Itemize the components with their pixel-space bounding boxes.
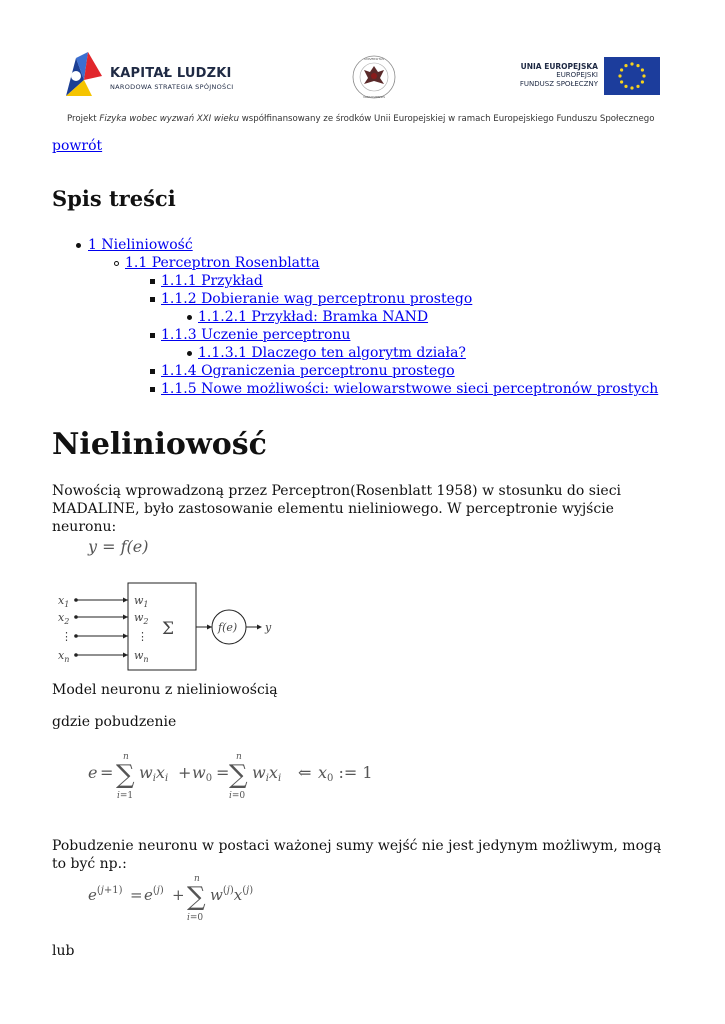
toc-item[interactable]: 1 Nieliniowość (88, 237, 193, 253)
svg-text:i=0: i=0 (229, 791, 246, 801)
eu-star-icon (630, 86, 633, 89)
bullet-disc-icon (187, 315, 192, 320)
equation-weighted-sum (86, 748, 376, 802)
svg-text:VARSOVIENSIS: VARSOVIENSIS (363, 95, 385, 99)
project-banner (0, 0, 725, 135)
eu-text (512, 62, 598, 89)
svg-text:n: n (236, 752, 242, 762)
bullet-square-icon (150, 279, 155, 284)
toc-item[interactable]: 1.1.5 Nowe możliwości: wielowarstwowe sieci perceptronów prostych (161, 381, 659, 397)
input-label: $x_n$ (58, 649, 70, 664)
svg-text:wixi: wixi (139, 763, 169, 784)
neuron-model-diagram (52, 578, 282, 674)
svg-text:e(j+1): e(j+1) (88, 885, 123, 904)
sum-symbol: Σ (162, 619, 175, 639)
eu-star-icon (641, 68, 644, 71)
svg-text:e(j): e(j) (144, 885, 164, 904)
output-label: y (265, 621, 272, 634)
university-seal-icon (351, 54, 397, 100)
input-label: $x_1$ (58, 594, 70, 609)
excitation-alternatives: Pobudzenie neuronu w postaci ważonej sumy wejść nie jest jedynym możliwym, mogą to być np.: (52, 838, 662, 872)
svg-text:∑: ∑ (229, 760, 248, 790)
weight-label: ⋮ (137, 630, 148, 643)
svg-text:w0: w0 (192, 763, 213, 784)
project-suffix: współfinansowany ze środków Unii Europejskiej w ramach Europejskiego Funduszu Społecznego (239, 114, 655, 124)
svg-text:=: = (100, 763, 114, 782)
bullet-square-icon (150, 297, 155, 302)
weight-label: $w_n$ (134, 649, 149, 664)
kapital-ludzki-text (110, 66, 234, 91)
eu-star-icon (624, 64, 627, 67)
toc-item[interactable]: 1.1.3.1 Dlaczego ten algorytm działa? (198, 345, 466, 361)
kapital-ludzki-logo-icon (62, 50, 104, 100)
toc-item[interactable]: 1.1 Perceptron Rosenblatta (125, 255, 320, 271)
equation-output: y = f(e) (88, 537, 149, 556)
project-prefix: Projekt (67, 114, 100, 124)
eu-star-icon (636, 64, 639, 67)
intro-paragraph: Nowością wprowadzoną przez Perceptron(Rosenblatt 1958) w stosunku do sieci MADALINE, było zastosowanie elementu nieliniowego. W perceptronie wyjście neuronu: (52, 483, 622, 535)
toc-item[interactable]: 1.1.2 Dobieranie wag perceptronu prostego (161, 291, 473, 307)
eu-star-icon (641, 80, 644, 83)
diagram-caption: Model neuronu z nieliniowością (52, 682, 278, 698)
svg-text:=: = (216, 763, 230, 782)
toc-item[interactable]: 1.1.1 Przykład (161, 273, 263, 289)
excitation-intro: gdzie pobudzenie (52, 714, 177, 730)
bullet-disc-icon (187, 351, 192, 356)
eu-line2: EUROPEJSKI (556, 71, 598, 79)
eu-star-icon (620, 68, 623, 71)
eu-star-icon (630, 62, 633, 65)
eu-star-icon (624, 85, 627, 88)
svg-text:w(j)x(j): w(j)x(j) (210, 885, 254, 904)
eu-title: UNIA EUROPEJSKA (520, 62, 598, 71)
svg-text:x0 := 1: x0 := 1 (318, 763, 373, 784)
project-line (67, 114, 654, 124)
bullet-square-icon (150, 369, 155, 374)
bullet-circle-icon (114, 261, 119, 266)
svg-text:n: n (123, 752, 129, 762)
svg-text:i=1: i=1 (117, 791, 134, 801)
input-label: $x_2$ (58, 611, 70, 626)
eu-star-icon (642, 74, 645, 77)
eu-flag-icon (604, 57, 660, 95)
or-word: lub (52, 943, 75, 959)
svg-text:n: n (194, 874, 200, 884)
svg-text:e: e (88, 763, 98, 782)
activation-label: f(e) (218, 621, 238, 634)
toc-item[interactable]: 1.1.3 Uczenie perceptronu (161, 327, 351, 343)
eu-star-icon (618, 74, 621, 77)
bullet-square-icon (150, 333, 155, 338)
toc-item[interactable]: 1.1.2.1 Przykład: Bramka NAND (198, 309, 429, 325)
svg-text:UNIVERSITAS: UNIVERSITAS (364, 57, 384, 61)
weight-label: $w_1$ (134, 594, 149, 609)
svg-text:i=0: i=0 (187, 913, 204, 923)
toc-item[interactable]: 1.1.4 Ograniczenia perceptronu prostego (161, 363, 455, 379)
svg-text:+: + (178, 763, 192, 782)
bullet-square-icon (150, 387, 155, 392)
project-title: Fizyka wobec wyzwań XXI wieku (99, 114, 240, 124)
input-label: ⋮ (61, 630, 72, 643)
eu-line3: FUNDUSZ SPOŁECZNY (519, 80, 598, 88)
svg-text:wixi: wixi (252, 763, 282, 784)
section-title: Nieliniowość (52, 427, 267, 462)
svg-text:=: = (130, 886, 143, 904)
equation-recursive (86, 870, 276, 924)
weight-label: $w_2$ (134, 611, 149, 626)
eu-star-icon (636, 85, 639, 88)
eu-star-icon (620, 80, 623, 83)
bullet-disc-icon (76, 243, 81, 248)
svg-text:∑: ∑ (116, 760, 135, 790)
svg-text:+: + (172, 886, 185, 904)
back-link[interactable]: powrót (52, 138, 103, 154)
kapital-title: KAPITAŁ LUDZKI (110, 66, 232, 81)
toc-heading: Spis treści (52, 186, 176, 211)
svg-text:⇐: ⇐ (298, 763, 312, 782)
svg-text:∑: ∑ (187, 882, 206, 912)
kapital-subtitle: NARODOWA STRATEGIA SPÓJNOŚCI (110, 83, 234, 91)
